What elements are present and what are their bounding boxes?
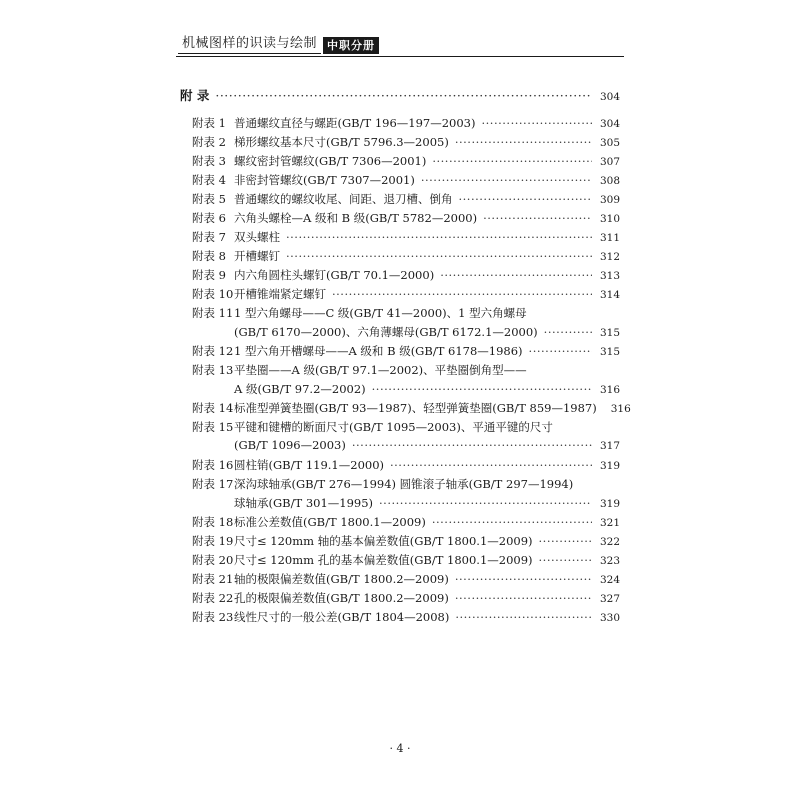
toc-entry-title: 1 型六角开槽螺母——A 级和 B 级(GB/T 6178—1986)	[234, 344, 523, 358]
toc-entry-page: 307	[599, 156, 620, 168]
toc-entry[interactable]	[180, 115, 620, 134]
toc-entry[interactable]	[180, 495, 620, 514]
toc-entry-number: 附表 18	[192, 515, 234, 529]
toc-entry[interactable]	[180, 457, 620, 476]
leader-dots	[390, 458, 592, 472]
toc-entry-page: 327	[599, 593, 620, 605]
toc-entry-title: 螺纹密封管螺纹(GB/T 7306—2001)	[234, 154, 427, 168]
toc-entry-page: 305	[599, 137, 620, 149]
toc-entry-title: 球轴承(GB/T 301—1995)	[234, 496, 374, 510]
toc-entry-list	[180, 115, 631, 628]
toc-entry-number: 附表 15	[192, 420, 234, 434]
toc-entry-number: 附表 14	[192, 401, 234, 415]
leader-dots	[432, 515, 592, 529]
toc-entry-number: 附表 17	[192, 477, 234, 491]
toc-entry-title: 孔的极限偏差数值(GB/T 1800.2—2009)	[234, 591, 449, 605]
toc-entry-number: 附表 21	[192, 572, 234, 586]
toc-entry-page: 316	[610, 403, 631, 415]
toc-entry-page: 308	[599, 175, 620, 187]
toc-entry-number: 附表 12	[192, 344, 234, 358]
toc-entry[interactable]	[180, 229, 620, 248]
toc-entry-title: 圆柱销(GB/T 119.1—2000)	[234, 458, 384, 472]
toc-entry-number: 附表 7	[192, 230, 226, 244]
toc-entry-title: 非密封管螺纹(GB/T 7307—2001)	[234, 173, 415, 187]
leader-dots	[459, 192, 593, 206]
toc-entry-number: 附表 19	[192, 534, 234, 548]
toc-entry-page: 330	[599, 612, 620, 624]
leader-dots	[332, 287, 592, 301]
toc-entry[interactable]	[180, 286, 620, 305]
toc-entry-number: 附表 1	[192, 116, 226, 130]
running-header	[178, 34, 379, 54]
toc-entry-title: 开槽锥端紧定螺钉	[234, 287, 326, 301]
toc-entry-number: 附表 11	[192, 306, 234, 320]
toc-entry[interactable]	[180, 191, 620, 210]
toc-entry[interactable]	[180, 172, 620, 191]
toc-entry-page: 324	[599, 574, 620, 586]
toc-entry-title: (GB/T 1096—2003)	[234, 438, 346, 452]
leader-dots	[529, 344, 592, 358]
toc-entry[interactable]	[180, 381, 620, 400]
toc-entry-title: 内六角圆柱头螺钉(GB/T 70.1—2000)	[234, 268, 435, 282]
toc-entry[interactable]	[180, 438, 620, 457]
toc-entry-number: 附表 4	[192, 173, 226, 187]
toc-entry-title: 普通螺纹的螺纹收尾、间距、退刀槽、倒角	[234, 192, 453, 206]
toc-entry-title: 梯形螺纹基本尺寸(GB/T 5796.3—2005)	[234, 135, 449, 149]
leader-dots	[440, 268, 592, 282]
toc-entry-page: 321	[599, 517, 620, 529]
toc-entry-number: 附表 8	[192, 249, 226, 263]
toc-entry[interactable]	[180, 476, 620, 495]
edition-badge: 中职分册	[323, 37, 379, 54]
toc-entry[interactable]	[180, 400, 631, 419]
toc-entry-title: A 级(GB/T 97.2—2002)	[234, 382, 366, 396]
toc-entry[interactable]	[180, 590, 620, 609]
toc-entry-title: 平键和键槽的断面尺寸(GB/T 1095—2003)、平通平键的尺寸	[234, 420, 553, 434]
toc-entry-page: 309	[599, 194, 620, 206]
toc-entry-page: 311	[599, 232, 620, 244]
toc-entry-number: 附表 2	[192, 135, 226, 149]
toc-entry-title: 平垫圈——A 级(GB/T 97.1—2002)、平垫圈倒角型——	[234, 363, 527, 377]
toc-entry-number: 附表 10	[192, 287, 234, 301]
toc-entry-page: 304	[599, 118, 620, 130]
toc-entry-page: 317	[599, 440, 620, 452]
toc-entry-number: 附表 22	[192, 591, 234, 605]
toc-entry-number: 附表 6	[192, 211, 226, 225]
leader-dots	[352, 438, 592, 452]
toc-entry-title: (GB/T 6170—2000)、六角薄螺母(GB/T 6172.1—2000)	[234, 325, 538, 339]
toc-entry[interactable]	[180, 362, 620, 381]
toc-entry[interactable]	[180, 267, 620, 286]
toc-entry-page: 315	[599, 346, 620, 358]
toc-entry-title: 线性尺寸的一般公差(GB/T 1804—2008)	[234, 610, 450, 624]
header-rule	[176, 56, 624, 57]
toc-entry[interactable]	[180, 134, 620, 153]
toc-entry-title: 标准公差数值(GB/T 1800.1—2009)	[234, 515, 426, 529]
toc-entry-title: 开槽螺钉	[234, 249, 280, 263]
toc-entry[interactable]	[180, 248, 620, 267]
toc-entry[interactable]	[180, 153, 620, 172]
toc-entry-title: 1 型六角螺母——C 级(GB/T 41—2000)、1 型六角螺母	[234, 306, 527, 320]
toc-entry-page: 319	[599, 460, 620, 472]
toc-entry[interactable]	[180, 343, 620, 362]
toc-entry-title: 尺寸≤ 120mm 轴的基本偏差数值(GB/T 1800.1—2009)	[234, 534, 533, 548]
leader-dots	[421, 173, 592, 187]
leader-dots	[286, 230, 592, 244]
toc-entry[interactable]	[180, 419, 620, 438]
book-title: 机械图样的识读与绘制	[178, 36, 321, 54]
leader-dots	[544, 325, 592, 339]
leader-dots	[432, 154, 592, 168]
toc-main-entry[interactable]	[180, 86, 620, 110]
leader-dots	[539, 534, 592, 548]
leader-dots	[215, 88, 592, 103]
toc-entry-page: 315	[599, 327, 620, 339]
leader-dots	[481, 116, 592, 130]
leader-dots	[455, 591, 592, 605]
page-number: · 4 ·	[389, 742, 411, 755]
toc-entry-title: 普通螺纹直径与螺距(GB/T 196—197—2003)	[234, 116, 476, 130]
toc-entry[interactable]	[180, 305, 620, 324]
toc-entry-number: 附表 23	[192, 610, 234, 624]
leader-dots	[483, 211, 592, 225]
toc-entry[interactable]	[180, 324, 620, 343]
toc-main-label: 附 录	[180, 88, 210, 103]
toc-entry-page: 313	[599, 270, 620, 282]
toc-entry[interactable]	[180, 609, 620, 628]
toc-entry[interactable]	[180, 552, 620, 571]
toc-entry-number: 附表 13	[192, 363, 234, 377]
toc-entry-number: 附表 9	[192, 268, 226, 282]
table-of-contents	[180, 86, 631, 628]
toc-entry-title: 尺寸≤ 120mm 孔的基本偏差数值(GB/T 1800.1—2009)	[234, 553, 533, 567]
toc-entry-title: 双头螺柱	[234, 230, 280, 244]
toc-entry-title: 六角头螺栓—A 级和 B 级(GB/T 5782—2000)	[234, 211, 478, 225]
leader-dots	[455, 610, 592, 624]
toc-entry-page: 319	[599, 498, 620, 510]
toc-entry-page: 322	[599, 536, 620, 548]
toc-entry-title: 轴的极限偏差数值(GB/T 1800.2—2009)	[234, 572, 449, 586]
toc-entry-page: 310	[599, 213, 620, 225]
leader-dots	[286, 249, 592, 263]
toc-entry-page: 316	[599, 384, 620, 396]
toc-entry-title: 深沟球轴承(GB/T 276—1994) 圆锥滚子轴承(GB/T 297—1994)	[234, 477, 574, 491]
toc-entry[interactable]	[180, 533, 620, 552]
toc-entry-number: 附表 5	[192, 192, 226, 206]
toc-main-page: 304	[599, 91, 620, 103]
toc-entry-number: 附表 20	[192, 553, 234, 567]
leader-dots	[379, 496, 592, 510]
toc-entry-title: 标准型弹簧垫圈(GB/T 93—1987)、轻型弹簧垫圈(GB/T 859—1987)	[234, 401, 597, 415]
toc-entry-number: 附表 3	[192, 154, 226, 168]
leader-dots	[455, 135, 592, 149]
leader-dots	[455, 572, 592, 586]
toc-entry-number: 附表 16	[192, 458, 234, 472]
toc-entry-page: 314	[599, 289, 620, 301]
toc-entry[interactable]	[180, 514, 620, 533]
leader-dots	[539, 553, 592, 567]
toc-entry[interactable]	[180, 571, 620, 590]
toc-entry-page: 312	[599, 251, 620, 263]
leader-dots	[372, 382, 592, 396]
toc-entry-page: 323	[599, 555, 620, 567]
toc-entry[interactable]	[180, 210, 620, 229]
